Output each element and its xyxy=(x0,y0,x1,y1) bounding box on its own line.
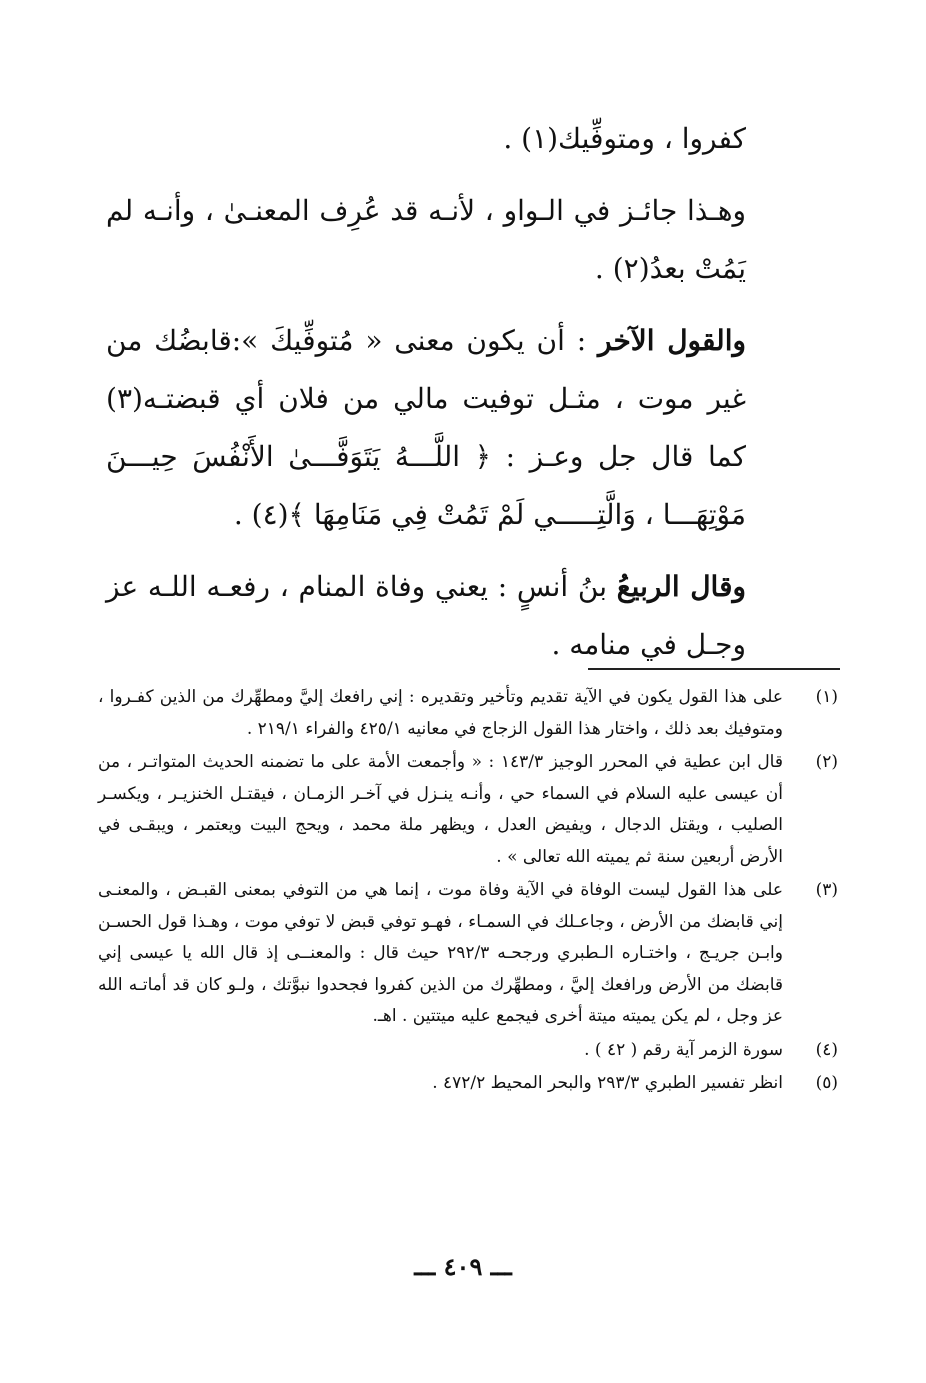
paragraph-text: كفروا ، ومتوفِّيك(١) . xyxy=(503,122,746,155)
footnote xyxy=(98,747,838,873)
footnotes xyxy=(98,682,838,1102)
footnote-number: (٢) xyxy=(815,752,838,772)
footnote-text: انظر تفسير الطبري ٢٩٣/٣ والبحر المحيط ٤٧٢/٢ . xyxy=(432,1073,783,1093)
footnote-number: (٥) xyxy=(815,1073,838,1093)
footnote xyxy=(98,1068,838,1100)
paragraph-text: وهـذا جائـز في الـواو ، لأنـه قد عُرِف المعنـىٰ ، وأنـه لم يَمُتْ بعدُ(٢) . xyxy=(106,194,746,285)
footnote-number: (١) xyxy=(815,687,838,707)
paragraph xyxy=(106,312,746,544)
page-number: ـــ ٤٠٩ ـــ xyxy=(414,1252,512,1281)
footnote-text: سورة الزمر آية رقم ( ٤٢ ) . xyxy=(584,1039,783,1060)
footnote xyxy=(98,682,838,745)
footnote-text: قال ابن عطية في المحرر الوجيز ١٤٣/٣ : « وأجمعت الأمة على ما تضمنه الحديث المتواتـر ، من أن عيسى عليه السلام في السماء حي ، وأنـه ينـزل في آخـر الزمـان ، فيقتـل الخنزيـر ، ويكسـر الصليب ، ويقتل الدجال ، ويفيض العدل ، ويظهر ملة محمد ، ويحج البيت ويعتمر ، ويبقـى في الأرض أربعين سنة ثم يميته الله تعالى » . xyxy=(98,752,783,867)
paragraph-text: : أن يكون معنى « مُتوفِّيكَ »:قابضُك من غير موت ، مثـل توفيت مالي من فلان أي قبضتـه(٣) كما قال جل وعـز : ﴿ اللَّـــهُ يَتَوَفَّـــىٰ الأَنْفُسَ حِيـــنَ مَوْتِهَـــا ، وَالَّتِـــــي لَمْ تَمُتْ فِي مَنَامِهَا ﴾(٤) . xyxy=(106,324,746,531)
paragraph-lead: والقول الآخر xyxy=(598,324,746,357)
paragraph xyxy=(106,182,746,298)
footnote xyxy=(98,875,838,1033)
footnote-number: (٣) xyxy=(815,880,838,900)
footnote xyxy=(98,1035,838,1067)
footnote-number: (٤) xyxy=(815,1039,838,1060)
footnote-divider xyxy=(588,668,840,670)
paragraph-text: بنُ أنسٍ : يعني وفاة المنام ، رفعـه اللـه عز وجـل في منامه . xyxy=(106,570,746,661)
paragraph xyxy=(106,110,746,168)
paragraph xyxy=(106,558,746,674)
footnote-text: على هذا القول يكون في الآية تقديم وتأخير وتقديره : إني رافعك إليَّ ومطهِّرك من الذين كفـروا ، ومتوفيك بعد ذلك ، واختار هذا القول الزجاج في معانيه ٤٢٥/١ والفراء ٢١٩/١ . xyxy=(98,687,783,739)
paragraph-lead: وقال الربيعُ xyxy=(616,570,746,603)
main-text xyxy=(106,110,746,688)
footnote-text: على هذا القول ليست الوفاة في الآية وفاة موت ، إنما هي من التوفي بمعنى القبـض ، والمعنـى إني قابضك من الأرض ، وجاعـلك في السمـاء ، فهـو توفي قبض لا توفي موت ، وهـذا قول الحسـن وابـن جريـج ، واختـاره الـطبري ورجحـه ٢٩٢/٣ حيث قال : والمعنــى إذ قال الله يا عيسى إني قابضك من الأرض ورافعك إليَّ ، ومطهِّرك من الذين كفروا فجحدوا نبوَّتك ، ولـو كان قد أماتـه الله عز وجل ، لم يكن يميته ميتة أخرى فيجمع عليه ميتتين . اهـ. xyxy=(98,880,783,1026)
